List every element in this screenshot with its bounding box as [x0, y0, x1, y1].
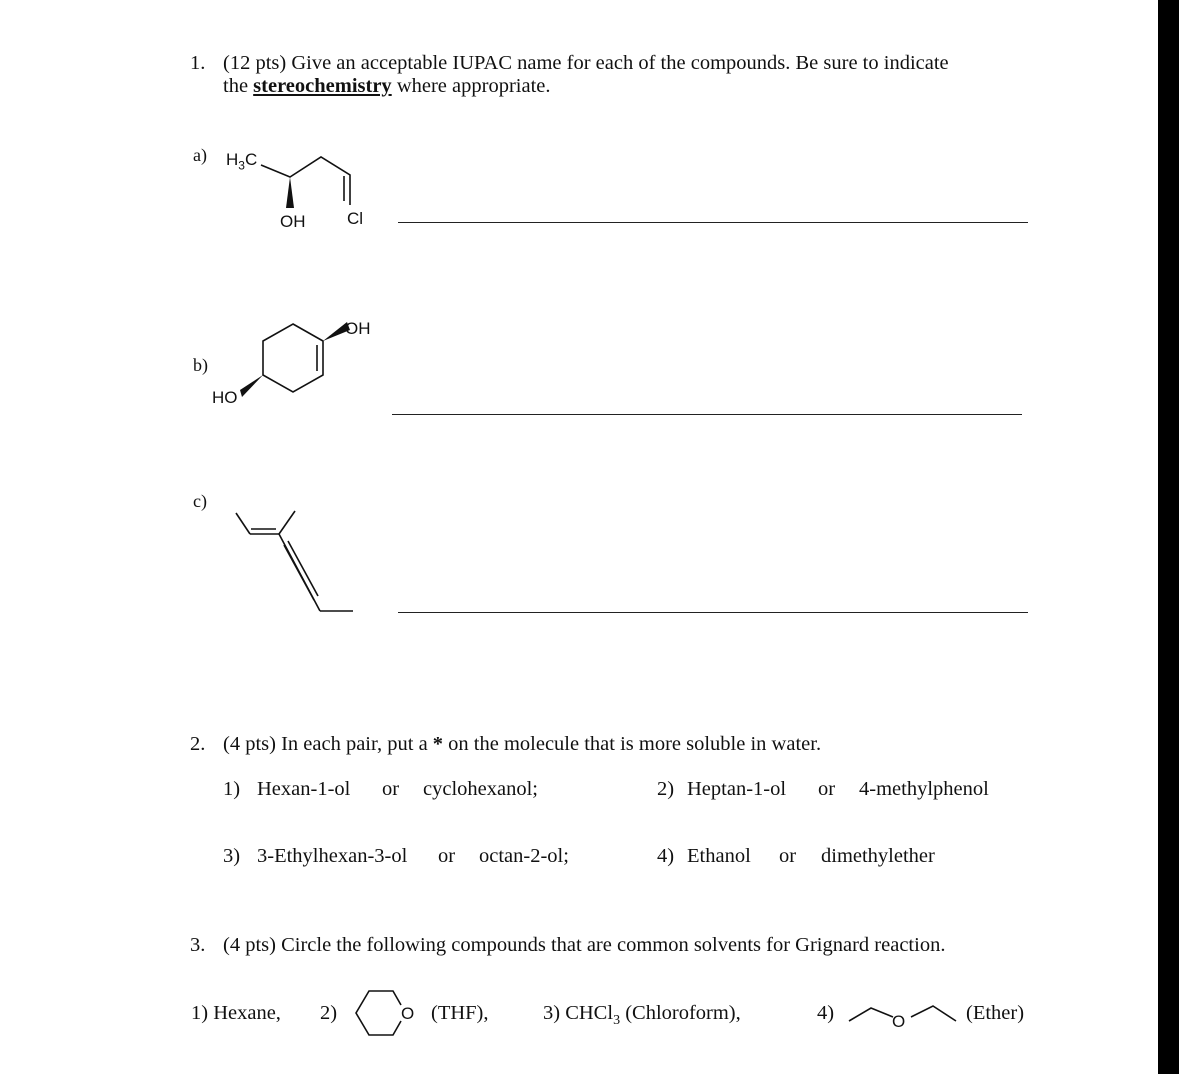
q2-pair-1-num: 1) — [223, 778, 241, 800]
q3-prompt: (4 pts) Circle the following compounds that are common solvents for Grignard reaction. — [223, 934, 946, 956]
q2-pair-2-right[interactable]: 4-methylphenol — [859, 778, 989, 800]
q2-pair-3-left[interactable]: 3-Ethylhexan-3-ol — [257, 845, 408, 867]
q2-star: * — [432, 733, 444, 755]
q1-line2-suffix: where appropriate. — [396, 75, 551, 97]
q2-prompt-b: on the molecule that is more soluble in water. — [448, 733, 822, 755]
q3-ether-left-bonds — [849, 1008, 893, 1021]
q2-pair-4-or: or — [779, 845, 797, 867]
q1-number: 1. — [190, 52, 206, 74]
q3-option-2-name[interactable]: (THF), — [431, 1002, 489, 1024]
q1-prompt-line1: (12 pts) Give an acceptable IUPAC name for each of the compounds. Be sure to indicate — [223, 52, 949, 74]
q3-ether-oxygen: O — [892, 1012, 906, 1031]
q1a-h: H — [226, 150, 239, 169]
q1-line2-prefix: the — [223, 75, 249, 97]
q3-chcl: 3) CHCl — [543, 1002, 614, 1024]
q2-pair-2-num: 2) — [657, 778, 675, 800]
q1a-cl-label: Cl — [347, 209, 364, 228]
q2-pair-1-right[interactable]: cyclohexanol; — [423, 778, 538, 800]
q3-option-4-num: 4) — [817, 1002, 835, 1024]
q1a-sub3: 3 — [238, 158, 245, 173]
q3-thf-oxygen: O — [401, 1004, 415, 1023]
q1a-label: a) — [193, 145, 207, 165]
q2-pair-2-left[interactable]: Heptan-1-ol — [687, 778, 787, 800]
q3-chloroform: (Chloroform), — [625, 1002, 741, 1024]
q2-pair-4-num: 4) — [657, 845, 675, 867]
q1c-label: c) — [193, 491, 207, 511]
q2-pair-4-right[interactable]: dimethylether — [821, 845, 935, 867]
q2-pair-1-left[interactable]: Hexan-1-ol — [257, 778, 351, 800]
q3-chcl-sub3: 3 — [613, 1013, 621, 1029]
q1a-oh-label: OH — [280, 212, 306, 231]
q1b-ho-label: HO — [212, 388, 238, 407]
q3-option-1[interactable]: 1) Hexane, — [191, 1002, 281, 1024]
q2-number: 2. — [190, 733, 206, 755]
q1a-c: C — [244, 150, 258, 169]
q2-pair-1-or: or — [382, 778, 400, 800]
q1-stereochemistry-emphasis: stereochemistry — [253, 75, 392, 97]
q2-pair-4-left[interactable]: Ethanol — [687, 845, 751, 867]
q2-prompt-a: (4 pts) In each pair, put a — [223, 733, 428, 755]
q3-number: 3. — [190, 934, 206, 956]
q2-pair-3-num: 3) — [223, 845, 241, 867]
q3-ether-right-bonds — [911, 1006, 956, 1021]
q3-option-4-name[interactable]: (Ether) — [966, 1002, 1025, 1024]
q2-pair-3-right[interactable]: octan-2-ol; — [479, 845, 569, 867]
q2-pair-3-or: or — [438, 845, 456, 867]
q1b-oh-top-label: OH — [345, 319, 371, 338]
q1b-label: b) — [193, 355, 208, 375]
q3-option-2-num: 2) — [320, 1002, 338, 1024]
q2-pair-2-or: or — [818, 778, 836, 800]
